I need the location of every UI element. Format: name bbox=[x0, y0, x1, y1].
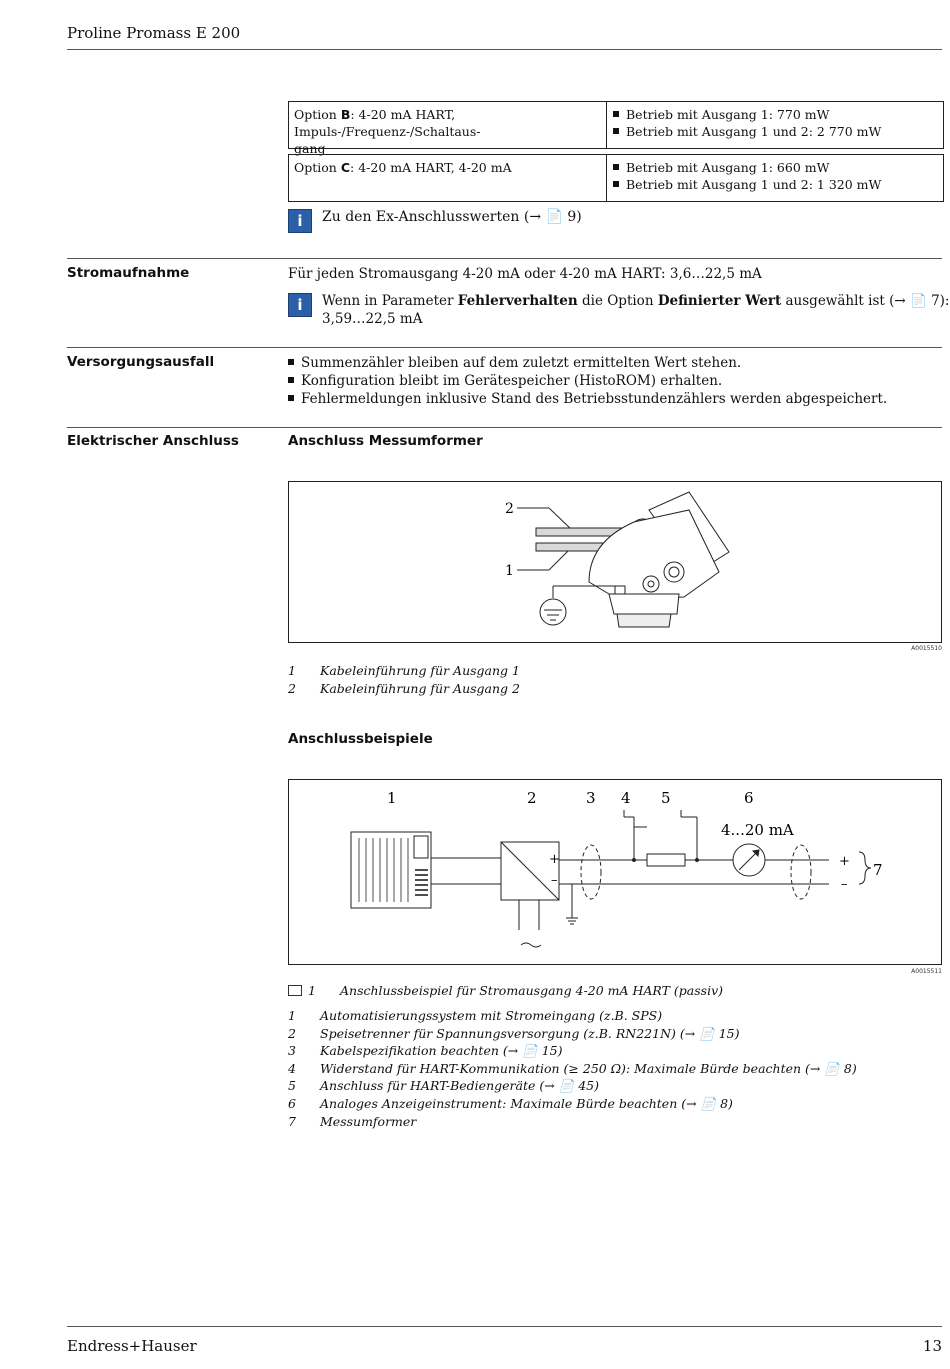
list-item: Summenzähler bleiben auf dem zuletzt ermittelten Wert stehen. bbox=[288, 354, 887, 372]
section-rule bbox=[67, 347, 942, 348]
stromaufnahme-text: Für jeden Stromausgang 4-20 mA oder 4-20 mA HART: 3,6…22,5 mA bbox=[288, 266, 762, 282]
plus-sign: + bbox=[549, 852, 560, 867]
wiring-diagram bbox=[289, 780, 941, 964]
legend-item: 5 Anschluss für HART-Bediengeräte (→ 📄 45) bbox=[288, 1078, 599, 1094]
plus-sign: + bbox=[839, 854, 850, 869]
fig2-number-6: 6 bbox=[744, 789, 754, 807]
anschluss-label: Elektrischer Anschluss bbox=[67, 433, 239, 449]
figure-connection-example bbox=[288, 779, 942, 965]
page-number: 13 bbox=[922, 1337, 942, 1355]
page-header-title: Proline Promass E 200 bbox=[67, 24, 241, 42]
figure-code: A0015511 bbox=[911, 968, 942, 975]
legend-item: 7 Messumformer bbox=[288, 1113, 417, 1129]
option-c-label: Option C: 4-20 mA HART, 4-20 mA bbox=[289, 155, 607, 201]
legend-figure-1 bbox=[288, 662, 520, 697]
figure-transmitter-connection bbox=[288, 481, 942, 643]
option-c-box bbox=[288, 154, 944, 202]
figure-code: A0015510 bbox=[911, 645, 942, 652]
option-b-item: Betrieb mit Ausgang 1: 770 mW bbox=[613, 106, 937, 123]
option-c-item: Betrieb mit Ausgang 1 und 2: 1 320 mW bbox=[613, 176, 937, 193]
legend-item: 6 Analoges Anzeigeinstrument: Maximale Bürde beachten (→ 📄 8) bbox=[288, 1095, 733, 1111]
list-item: Konfiguration bleibt im Gerätespeicher (HistoROM) erhalten. bbox=[288, 372, 887, 390]
option-b-label: Option B: 4-20 mA HART, Impuls-/Frequenz-/Schaltaus- gang bbox=[289, 102, 607, 148]
fig1-label-2: 2 bbox=[505, 501, 514, 517]
list-item: Fehlermeldungen inklusive Stand des Betriebsstundenzählers werden abgespeichert. bbox=[288, 390, 887, 408]
legend-item: 3 Kabelspezifikation beachten (→ 📄 15) bbox=[288, 1043, 563, 1059]
info-icon: i bbox=[288, 293, 312, 317]
legend-item: 1 Kabeleinführung für Ausgang 1 bbox=[288, 663, 520, 678]
fig2-range-label: 4...20 mA bbox=[721, 821, 794, 839]
ex-note: Zu den Ex-Anschlusswerten (→ 📄 9) bbox=[322, 209, 582, 225]
fig2-number-7: 7 bbox=[873, 861, 883, 879]
minus-sign: – bbox=[551, 873, 558, 888]
stromaufnahme-label: Stromaufnahme bbox=[67, 265, 190, 281]
legend-item: 2 Speisetrenner für Spannungsversorgung (z.B. RN221N) (→ 📄 15) bbox=[288, 1025, 740, 1041]
option-b-item: Betrieb mit Ausgang 1 und 2: 2 770 mW bbox=[613, 123, 937, 140]
minus-sign: – bbox=[841, 877, 848, 892]
anschlussbeispiele-heading: Anschlussbeispiele bbox=[288, 731, 433, 747]
footer-brand: Endress+Hauser bbox=[67, 1337, 197, 1355]
fig2-number-4: 4 bbox=[621, 789, 631, 807]
legend-item: 4 Widerstand für HART-Kommunikation (≥ 250 Ω): Maximale Bürde beachten (→ 📄 8) bbox=[288, 1060, 857, 1076]
fig2-number-2: 2 bbox=[527, 789, 537, 807]
section-rule bbox=[67, 427, 942, 428]
fig2-number-5: 5 bbox=[661, 789, 671, 807]
header-rule bbox=[67, 49, 942, 50]
footer-rule bbox=[67, 1326, 942, 1327]
legend-item: 1 Automatisierungssystem mit Stromeingang (z.B. SPS) bbox=[288, 1008, 663, 1023]
fig1-label-1: 1 bbox=[505, 563, 514, 579]
anschluss-messumformer-heading: Anschluss Messumformer bbox=[288, 433, 483, 449]
transmitter-drawing bbox=[289, 482, 941, 642]
fig2-number-1: 1 bbox=[387, 789, 397, 807]
fig2-number-3: 3 bbox=[586, 789, 596, 807]
versorgungsausfall-list bbox=[288, 354, 887, 408]
legend-figure-2 bbox=[288, 1007, 857, 1130]
info-icon: i bbox=[288, 209, 312, 233]
stromaufnahme-note: Wenn in Parameter Fehlerverhalten die Option Definierter Wert ausgewählt ist (→ 📄 7): 3,59…22,5 mA bbox=[322, 293, 950, 327]
figure-caption: 1 Anschlussbeispiel für Stromausgang 4-20 mA HART (passiv) bbox=[308, 983, 724, 998]
section-rule bbox=[67, 258, 942, 259]
option-b-box bbox=[288, 101, 944, 156]
legend-item: 2 Kabeleinführung für Ausgang 2 bbox=[288, 680, 520, 696]
versorgungsausfall-label: Versorgungsausfall bbox=[67, 354, 215, 370]
option-c-item: Betrieb mit Ausgang 1: 660 mW bbox=[613, 159, 937, 176]
